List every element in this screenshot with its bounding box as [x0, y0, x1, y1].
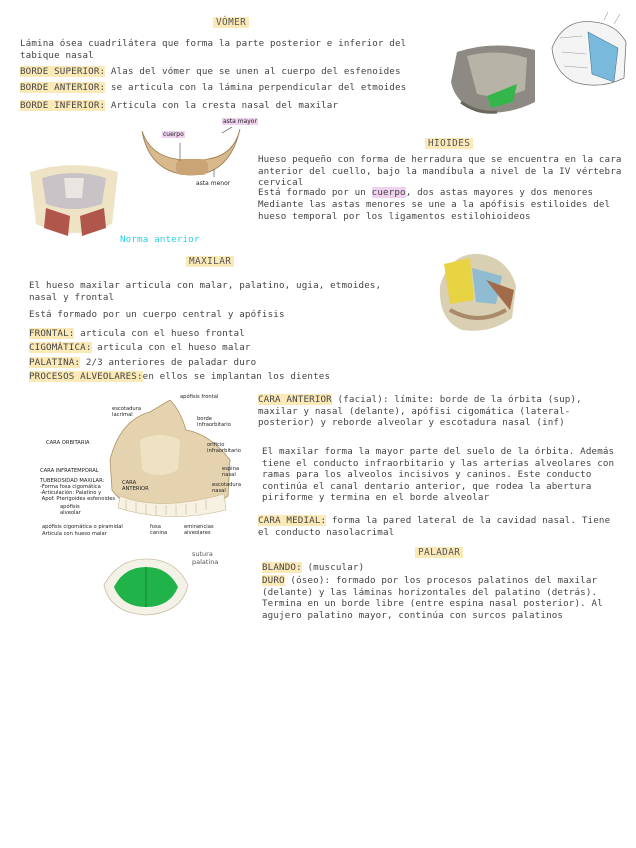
maxilar-p1: El hueso maxilar articula con malar, palatino, ugia, etmoides, nasal y frontal	[29, 280, 387, 303]
vomer-skull-image	[447, 42, 537, 116]
paladar-blando	[262, 562, 627, 574]
item-text: se articula con la lámina perpendicular del etmoides	[105, 82, 407, 93]
label-escotadura: escotadura lacrimal	[112, 406, 142, 418]
hioides-p3: Mediante las astas menores se une a la apófisis estiloides del hueso temporal por los ligamentos estilohioideos	[258, 199, 616, 222]
vomer-diagram	[544, 8, 632, 92]
p2-start: Está formado por un	[258, 187, 372, 198]
maxilar-title: MAXILAR	[186, 256, 234, 267]
norma-anterior-caption: Norma anterior	[120, 234, 200, 245]
item-label: BORDE INFERIOR:	[20, 100, 106, 111]
item-text: Alas del vómer que se unen al cuerpo del esfenoides	[105, 66, 401, 77]
cuerpo-highlight: cuerpo	[371, 187, 406, 198]
vomer-borde-superior	[20, 66, 440, 78]
asta-menor-label: asta menor	[196, 180, 231, 187]
label-fosa-canina: fosa canina	[150, 524, 168, 536]
maxilar-palatina	[29, 357, 409, 369]
label-cara-orbitaria: CARA ORBITARIA	[46, 440, 90, 446]
paladar-duro	[262, 575, 627, 621]
item-label: CARA ANTERIOR	[258, 394, 332, 405]
maxilar-cara-anterior	[258, 394, 623, 429]
item-label: FRONTAL:	[29, 328, 75, 339]
item-text: en ellos se implantan los dientes	[142, 371, 331, 382]
label-eminencias: eminencias alveolares	[184, 524, 214, 536]
vomer-borde-anterior	[20, 82, 440, 94]
item-label: BORDE ANTERIOR:	[20, 82, 106, 93]
item-label: PALATINA:	[29, 357, 81, 368]
maxilar-figure	[40, 392, 250, 542]
label-tuberosidad: TUBEROSIDAD MAXILAR:	[40, 478, 105, 484]
item-text: articula con el hueso frontal	[74, 328, 245, 339]
item-text: (óseo): formado por los procesos palatinos del maxilar (delante) y las láminas horizontales del palatino (detrás). Termina en un borde libre (entre espina nasal posterior). Al agujero palatino mayor, continúa con surcos palatinos	[262, 575, 609, 621]
maxilar-p2: Está formado por un cuerpo central y apófisis	[29, 309, 285, 320]
vomer-borde-inferior	[20, 100, 440, 112]
asta-mayor-label: asta mayor	[223, 118, 257, 125]
label-apofisis-alveolar: apófisis alveolar	[60, 504, 81, 516]
label-orificio: orificio infraorbitario	[207, 442, 241, 454]
label-escotadura-nasal: escotadura nasal	[212, 482, 242, 494]
item-text: forma la pared lateral de la cavidad nasal. Tiene el conducto nasolacrimal	[258, 515, 616, 538]
hioides-p2	[258, 187, 623, 199]
maxilar-frontal	[29, 328, 409, 340]
label-tuberosidad-list: -Forma fosa cigomática -Articulación: Palatino y Apof. Pterigoides esfenoides	[40, 484, 116, 502]
hioides-title: HIOIDES	[425, 138, 473, 149]
item-text: (muscular)	[301, 562, 365, 573]
label-apofisis-frontal: apófisis frontal	[180, 394, 219, 400]
item-text: (facial): límite: borde de la órbita (sup), maxilar y nasal (delante), apófisi cigomática (lateral-posterior) y reborde alveolar y escotadura nasal (inf)	[258, 394, 588, 428]
p2-end: , dos astas mayores y dos menores	[405, 187, 594, 198]
maxilar-p3: El maxilar forma la mayor parte del suelo de la órbita. Además tiene el conducto infraorbitario y las arterias alveolares con ramas para los alveolos incisivos y caninos. Este conducto continúa el canal dentario anterior, que rodea la abertura piriforme y termina en el borde alveolar	[262, 446, 620, 503]
hioides-muscle-image	[24, 158, 124, 242]
sutura-palatina-label: sutura palatina	[192, 550, 219, 566]
cuerpo-label: cuerpo	[163, 131, 184, 138]
label-cara-anterior-fig: CARA ANTERIOR	[122, 480, 149, 492]
maxilar-cigomatica	[29, 342, 409, 354]
item-label: CIGOMÁTICA:	[29, 342, 92, 353]
item-label: BORDE SUPERIOR:	[20, 66, 106, 77]
maxilar-skull-image	[430, 246, 522, 336]
paladar-title: PALADAR	[415, 547, 463, 558]
maxilar-procesos	[29, 371, 409, 383]
item-label: PROCESOS ALVEOLARES:	[29, 371, 143, 382]
label-borde-infra: borde infraorbitario	[197, 416, 231, 428]
label-articula-malar: Articula con hueso malar	[42, 531, 107, 537]
item-label: BLANDO:	[262, 562, 302, 573]
item-text: articula con el hueso malar	[91, 342, 251, 353]
vomer-title: VÓMER	[213, 17, 249, 28]
maxilar-cara-medial	[258, 515, 623, 538]
item-label: CARA MEDIAL:	[258, 515, 327, 526]
paladar-image	[98, 555, 194, 617]
hioides-p1: Hueso pequeño con forma de herradura que se encuentra en la cara anterior del cuello, bajo la mandíbula a nivel de la IV vértebra cervical	[258, 154, 628, 188]
label-apofisis-cigomatica: apófisis cigomática o piramidal	[42, 524, 123, 530]
item-text: 2/3 anteriores de paladar duro	[80, 357, 257, 368]
label-espina-nasal: espina nasal	[222, 466, 240, 478]
hioides-bone-image	[136, 125, 246, 187]
item-label: DURO	[262, 575, 285, 586]
vomer-description: Lámina ósea cuadrilátera que forma la parte posterior e inferior del tabique nasal	[20, 38, 413, 61]
item-text: Articula con la cresta nasal del maxilar	[105, 100, 339, 111]
label-cara-infratemporal: CARA INFRATEMPORAL	[40, 468, 99, 474]
